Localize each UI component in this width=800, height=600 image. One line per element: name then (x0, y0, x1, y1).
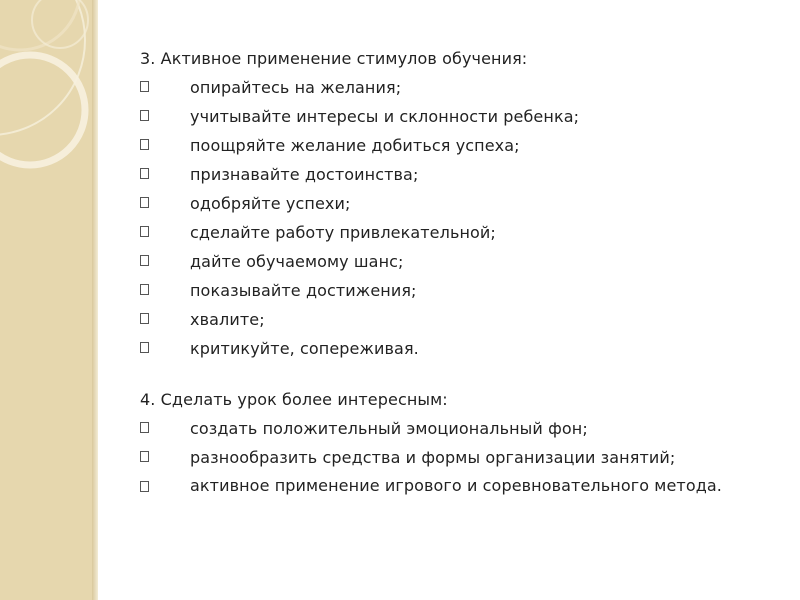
bullet-box-icon (140, 481, 149, 492)
bullet-box-icon (140, 197, 149, 208)
list-item: хвалите; (140, 305, 760, 334)
list-item: признавайте достоинства; (140, 160, 760, 189)
section-4-heading: 4. Сделать урок более интересным: (140, 390, 448, 409)
decorative-side-band (0, 0, 92, 600)
list-item: критикуйте, сопереживая. (140, 334, 760, 363)
bullet-box-icon (140, 342, 149, 353)
decorative-circles (0, 0, 92, 600)
list-item: поощряйте желание добиться успеха; (140, 131, 760, 160)
bullet-box-icon (140, 226, 149, 237)
list-item: дайте обучаемому шанс; (140, 247, 760, 276)
list-item: сделайте работу привлекательной; (140, 218, 760, 247)
bullet-box-icon (140, 284, 149, 295)
bullet-box-icon (140, 81, 149, 92)
bullet-box-icon (140, 139, 149, 150)
bullet-box-icon (140, 451, 149, 462)
bullet-box-icon (140, 313, 149, 324)
bullet-box-icon (140, 255, 149, 266)
list-item: учитывайте интересы и склонности ребенка; (140, 102, 760, 131)
list-item: показывайте достижения; (140, 276, 760, 305)
list-item: создать положительный эмоциональный фон; (140, 414, 760, 443)
list-item: опирайтесь на желания; (140, 73, 760, 102)
side-band-edge (92, 0, 98, 600)
slide-content (140, 44, 760, 499)
bullet-box-icon (140, 110, 149, 121)
list-item: активное применение игрового и соревновательного метода. (140, 472, 760, 499)
bullet-box-icon (140, 422, 149, 433)
section-spacer (140, 363, 760, 385)
bullet-box-icon (140, 168, 149, 179)
list-item: одобряйте успехи; (140, 189, 760, 218)
list-item: разнообразить средства и формы организации занятий; (140, 443, 760, 472)
section-3-heading: 3. Активное применение стимулов обучения: (140, 49, 528, 68)
